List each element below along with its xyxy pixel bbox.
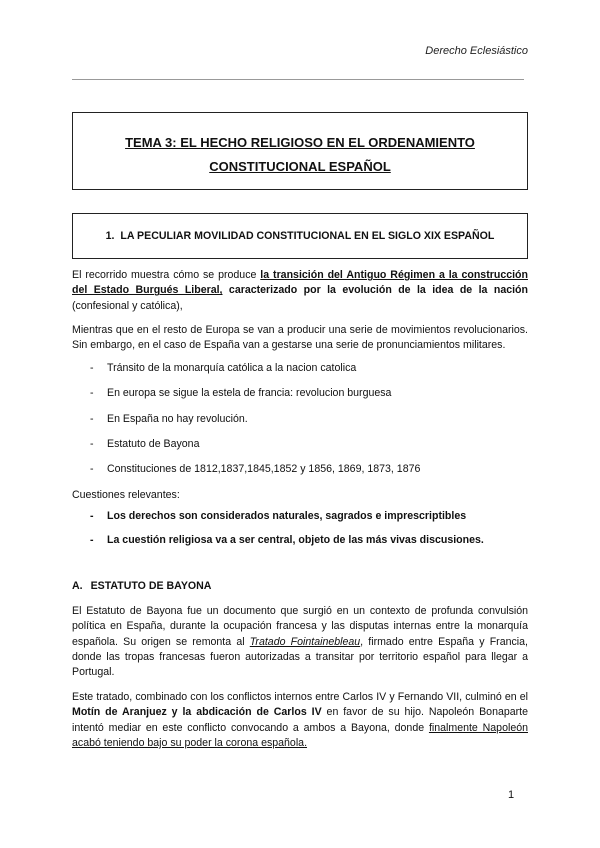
list-item: - En europa se sigue la estela de francia: revolucion burguesa — [90, 386, 528, 401]
p4-text-b: Motín de Aranjuez y la abdicación de Carlos IV — [72, 706, 322, 719]
page-number: 1 — [508, 789, 515, 801]
title-box — [72, 112, 528, 190]
list-item: - Los derechos son considerados naturales, sagrados e imprescriptibles — [90, 509, 528, 524]
subsection-heading — [72, 579, 528, 594]
p4-text-c: en favor de su hijo. Napoleón Bonaparte intentó mediar en este conflicto convocando a ambos a Bayona, donde — [72, 706, 528, 734]
section-title: LA PECULIAR MOVILIDAD CONSTITUCIONAL EN EL SIGLO XIX ESPAÑOL — [120, 230, 495, 242]
constitutional-list — [90, 361, 528, 478]
subsection-letter: A. — [72, 579, 83, 592]
p1-text-b: la transición del Antiguo Régimen a la construcción del Estado Burgués Liberal, — [72, 269, 528, 297]
running-header: Derecho Eclesiástico — [425, 45, 528, 57]
header-divider — [72, 79, 524, 80]
list-item: - La cuestión religiosa va a ser central, objeto de las más vivas discusiones. — [90, 533, 528, 548]
relevant-label: Cuestiones relevantes: — [72, 488, 180, 501]
p4-text-a: Este tratado, combinado con los conflictos internos entre Carlos IV y Fernando VII, culminó en el — [72, 690, 528, 703]
list-item: - Estatuto de Bayona — [90, 437, 528, 452]
title-line-2: CONSTITUCIONAL ESPAÑOL — [209, 159, 391, 174]
list-item: - Tránsito de la monarquía católica a la nacion catolica — [90, 361, 528, 376]
paragraph-bayona — [72, 604, 528, 681]
relevant-list — [90, 509, 528, 549]
subsection-title: ESTATUTO DE BAYONA — [90, 579, 212, 592]
p3-text-a: El Estatuto de Bayona fue un documento que surgió en un contexto de profunda convulsión política en España, durante la ocupación francesa y las disputas internas entre la monarquía española. Su origen se remonta al — [72, 605, 528, 648]
p4-text-d: finalmente Napoleón acabó teniendo bajo su poder la corona española. — [72, 721, 528, 749]
p1-text-c: caracterizado por la evolución de la idea de la nación — [222, 284, 528, 297]
paragraph-europe: Mientras que en el resto de Europa se van a producir una serie de movimientos revolucionarios. Sin embargo, en el caso de España van a gestarse una serie de pronunciamientos militares. — [72, 324, 528, 352]
p1-text-a: El recorrido muestra cómo se produce — [72, 269, 261, 281]
list-item: - En España no hay revolución. — [90, 412, 528, 427]
paragraph-treaty — [72, 690, 528, 751]
body-content — [72, 268, 528, 760]
section-heading-box — [72, 213, 528, 259]
p1-text-d: (confesional y católica), — [72, 299, 183, 312]
list-item: - Constituciones de 1812,1837,1845,1852 y 1856, 1869, 1873, 1876 — [90, 462, 528, 477]
paragraph-intro — [72, 268, 528, 314]
section-number: 1. — [105, 230, 115, 242]
title-line-1: TEMA 3: EL HECHO RELIGIOSO EN EL ORDENAMIENTO — [125, 135, 475, 150]
p3-treaty: Tratado Fointainebleau — [249, 635, 361, 648]
p3-text-c: , firmado entre España y Francia, donde las tropas francesas fueron autorizadas a transitar por territorio español para llegar a Portugal. — [72, 635, 528, 679]
